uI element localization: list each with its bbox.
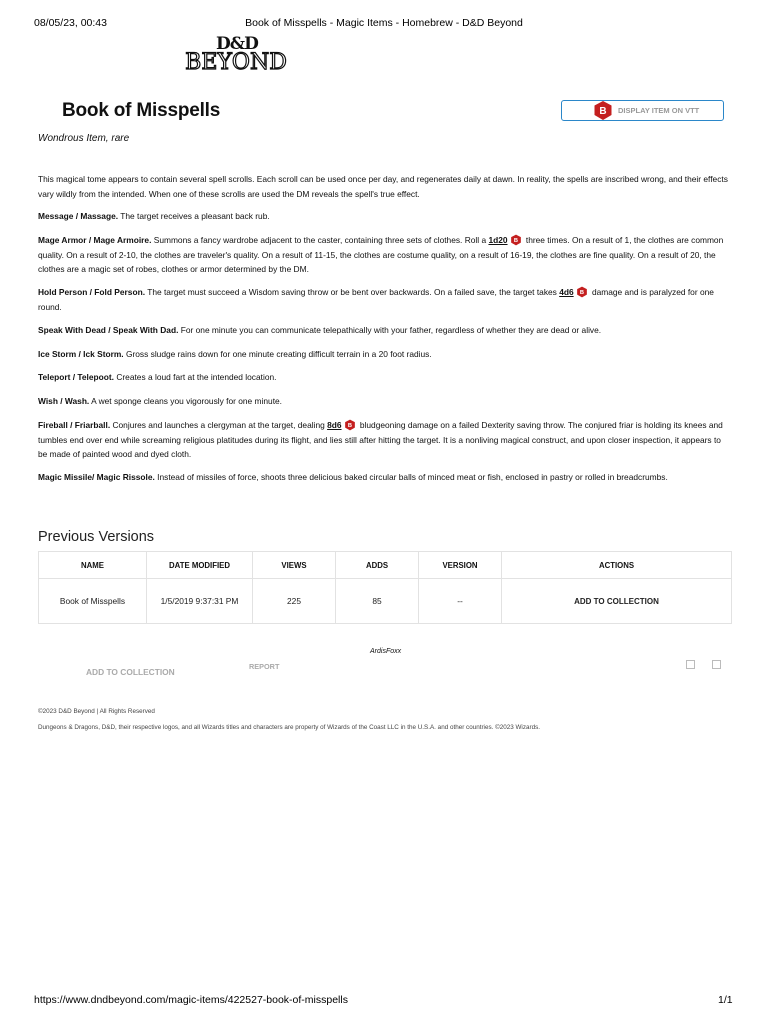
spell-text: Conjures and launches a clergyman at the target, dealing	[110, 420, 328, 430]
column-header-date[interactable]: DATE MODIFIED	[147, 552, 253, 579]
item-title: Book of Misspells	[62, 100, 221, 121]
spell-name: Wish / Wash.	[38, 396, 90, 406]
svg-text:B: B	[599, 106, 607, 117]
table-row	[39, 579, 732, 624]
previous-versions-heading: Previous Versions	[38, 529, 155, 545]
spell-text: damage and is paralyzed for one round.	[38, 287, 714, 312]
spell-text: A wet sponge cleans you vigorously for one minute.	[89, 396, 283, 406]
add-to-collection-button[interactable]: ADD TO COLLECTION	[86, 667, 175, 677]
spell-entry	[38, 347, 732, 362]
spell-text: Gross sludge rains down for one minute creating difficult terrain in a 20 foot radius.	[123, 349, 432, 359]
dice-roll-icon[interactable]	[576, 286, 588, 298]
spell-entry	[38, 418, 732, 462]
spell-name: Fireball / Friarball.	[38, 420, 111, 430]
column-header-views[interactable]: VIEWS	[253, 552, 336, 579]
spell-name: Ice Storm / Ick Storm.	[38, 349, 124, 359]
copyright-text: ©2023 D&D Beyond | All Rights Reserved	[38, 708, 155, 715]
table-header-row	[39, 552, 732, 579]
trademark-text: Dungeons & Dragons, D&D, their respective logos, and all Wizards titles and characters are property of Wizards of the Coast LLC in the U.S.A. and other countries. ©2023 Wizards.	[38, 724, 540, 731]
spell-entry	[38, 285, 732, 314]
report-button[interactable]: REPORT	[249, 662, 280, 671]
spell-entry	[38, 209, 732, 224]
spell-text: Instead of missiles of force, shoots three delicious baked circular balls of minced meat or fish, enclosed in pastry or rolled in breadcrumbs.	[154, 472, 668, 482]
spell-text: three times. On a result of 1, the clothes are common quality. On a result of 2-10, the clothes are traveler's quality. On a result of 11-15, the clothes are costume quality, on a result of 16-19, the clothes are fine quality. On a result of 20, the clothes are a magic set of robes, clothes or armor determined by the DM.	[38, 235, 724, 274]
svg-text:B: B	[579, 290, 584, 296]
display-on-vtt-button[interactable]	[561, 100, 724, 121]
print-url: https://www.dndbeyond.com/magic-items/422527-book-of-misspells	[34, 994, 348, 1006]
logo-line-top: D&D	[216, 34, 258, 54]
item-description-intro: This magical tome appears to contain several spell scrolls. Each scroll can be used once per day, and regenerates daily at dawn. In reality, the spells are inscribed wrong, and their effects vary wildly from the intended. When one of these scrolls are used the DM reveals the spell's true effect.	[38, 174, 728, 199]
spell-entry	[38, 233, 732, 277]
version-name-link[interactable]: Book of Misspells	[39, 579, 147, 624]
author-link[interactable]: ArdisFoxx	[370, 648, 402, 655]
beyond-dice-icon	[593, 100, 613, 126]
column-header-actions: ACTIONS	[502, 552, 732, 579]
vtt-button-label: DISPLAY ITEM ON VTT	[618, 106, 700, 115]
dice-roll-link[interactable]: 8d6	[327, 420, 342, 430]
spell-entry	[38, 323, 732, 338]
spell-entry	[38, 370, 732, 385]
version-number: --	[419, 579, 502, 624]
column-header-adds[interactable]: ADDS	[336, 552, 419, 579]
spell-name: Mage Armor / Mage Armoire.	[38, 235, 152, 245]
item-subtitle: Wondrous Item, rare	[38, 133, 130, 144]
spell-name: Message / Massage.	[38, 211, 119, 221]
logo-line-bottom: BEYOND	[185, 50, 287, 75]
spell-text: bludgeoning damage on a failed Dexterity saving throw. The conjured friar is holding its knees and tumbles end over end while screaming religious platitudes during its flight, and lies still after hitting the target. It is a nonliving magical construct, and upon closer inspection, it appears to be made of painted wood and dyed cloth.	[38, 420, 723, 459]
spell-name: Magic Missile/ Magic Rissole.	[38, 472, 155, 482]
print-page-number: 1/1	[718, 994, 733, 1006]
dice-roll-link[interactable]: 1d20	[488, 235, 508, 245]
spell-text: The target must succeed a Wisdom saving throw or be bent over backwards. On a failed save, the target takes	[145, 287, 560, 297]
add-to-collection-row-button[interactable]: ADD TO COLLECTION	[502, 579, 732, 624]
svg-text:B: B	[513, 238, 518, 244]
spell-text: For one minute you can communicate telepathically with your father, regardless of whether they are dead or alive.	[178, 325, 602, 335]
dice-roll-link[interactable]: 4d6	[559, 287, 574, 297]
spell-name: Speak With Dead / Speak With Dad.	[38, 325, 179, 335]
previous-versions-table	[38, 551, 732, 624]
spell-name: Hold Person / Fold Person.	[38, 287, 146, 297]
dice-roll-icon[interactable]	[510, 234, 522, 246]
dnd-beyond-logo[interactable]	[168, 34, 304, 80]
spell-name: Teleport / Telepoot.	[38, 372, 114, 382]
share-icon[interactable]	[686, 660, 695, 669]
svg-text:B: B	[347, 423, 352, 429]
column-header-version[interactable]: VERSION	[419, 552, 502, 579]
spell-entry	[38, 470, 732, 485]
spell-text: The target receives a pleasant back rub.	[118, 211, 270, 221]
spell-text: Creates a loud fart at the intended location.	[114, 372, 277, 382]
column-header-name[interactable]: NAME	[39, 552, 147, 579]
print-datetime: 08/05/23, 00:43	[34, 17, 107, 29]
version-views: 225	[253, 579, 336, 624]
version-date: 1/5/2019 9:37:31 PM	[147, 579, 253, 624]
spell-text: Summons a fancy wardrobe adjacent to the caster, containing three sets of clothes. Roll a	[151, 235, 489, 245]
print-page-title: Book of Misspells - Magic Items - Homebrew - D&D Beyond	[245, 17, 523, 29]
version-adds: 85	[336, 579, 419, 624]
bookmark-icon[interactable]	[712, 660, 721, 669]
dice-roll-icon[interactable]	[344, 419, 356, 431]
spell-entry	[38, 394, 732, 409]
